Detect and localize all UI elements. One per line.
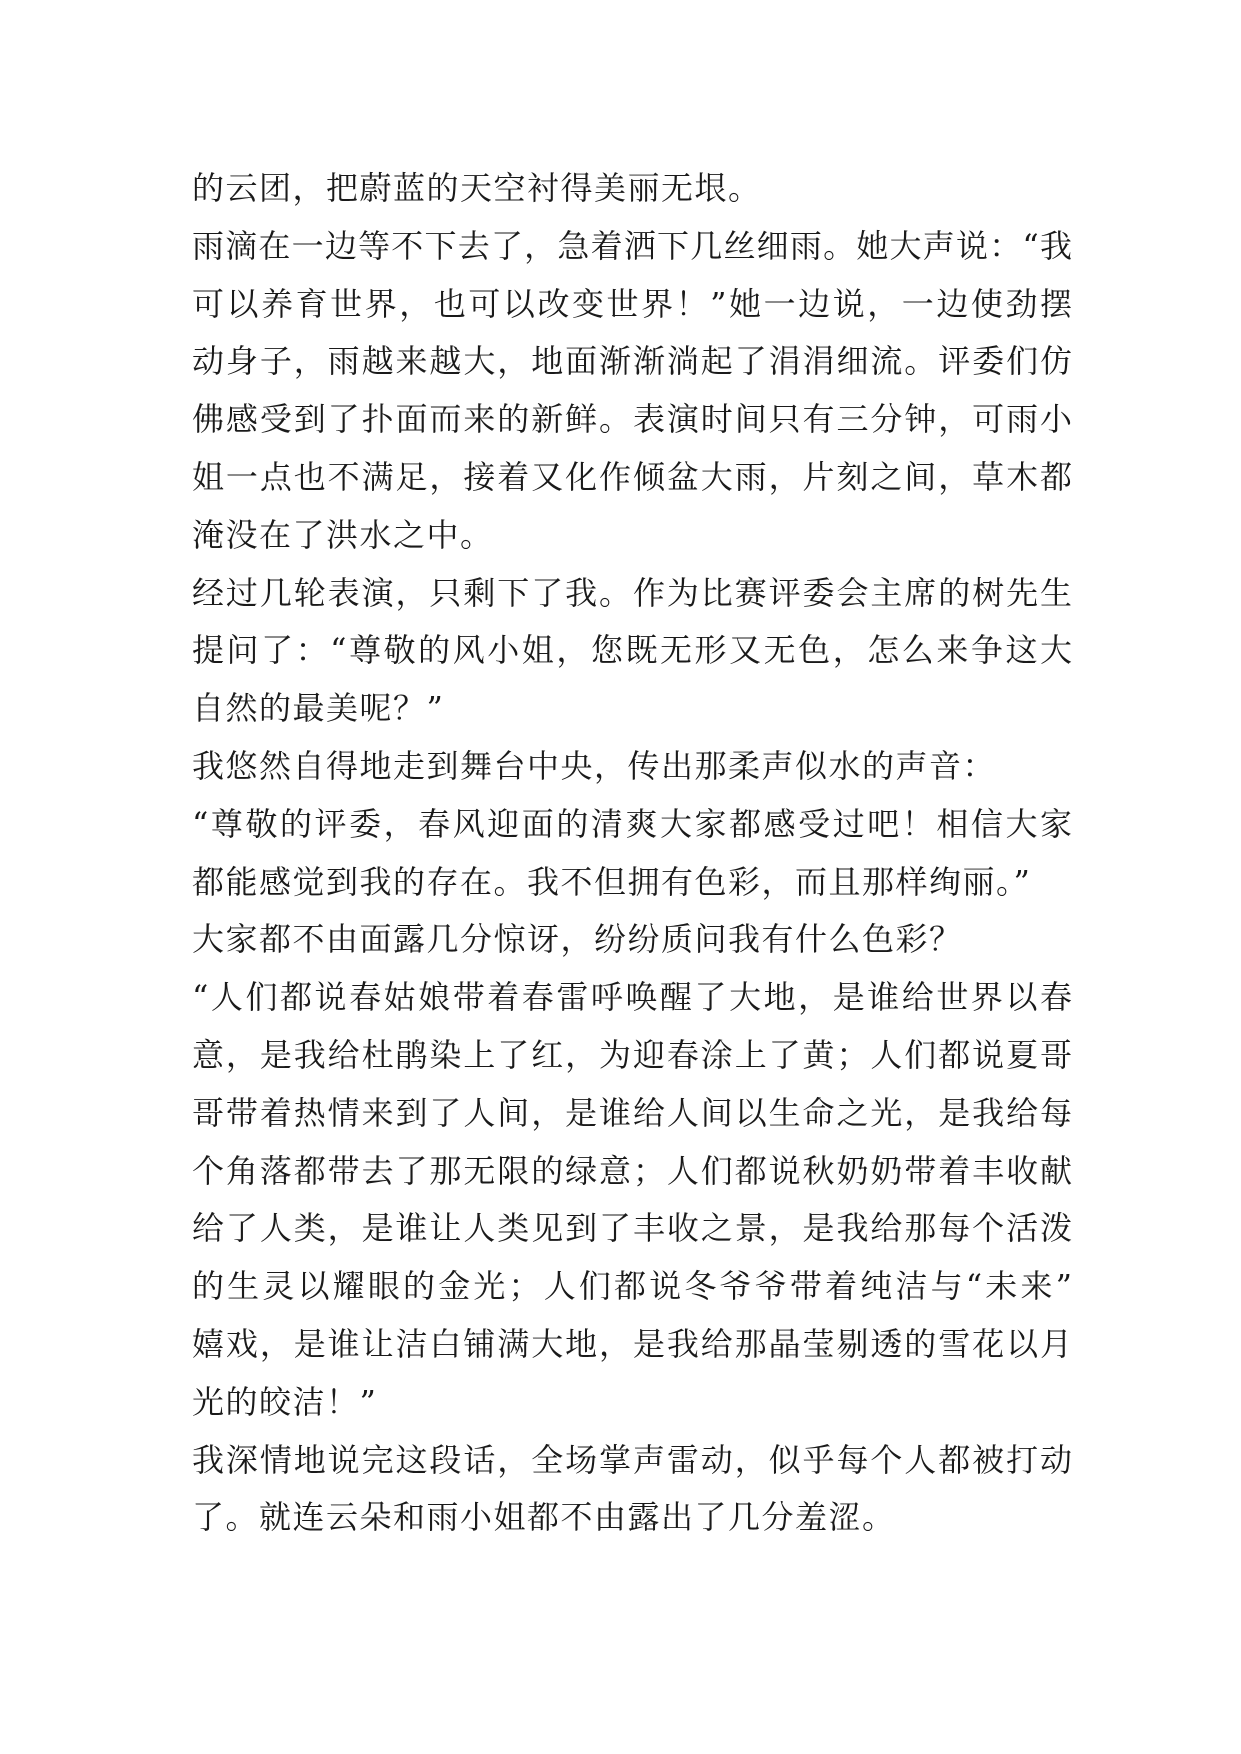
text-line: “人们都说春姑娘带着春雷呼唤醒了大地，是谁给世界以春	[192, 978, 1072, 1017]
text-line: 的生灵以耀眼的金光；人们都说冬爷爷带着纯洁与“未来”	[192, 1267, 1072, 1306]
text-line: 佛感受到了扑面而来的新鲜。表演时间只有三分钟，可雨小	[192, 400, 1072, 439]
text-line: 都能感觉到我的存在。我不但拥有色彩，而且那样绚丽。”	[192, 862, 1032, 901]
text-line: 个角落都带去了那无限的绿意；人们都说秋奶奶带着丰收献	[192, 1151, 1072, 1190]
text-line: 的云团，把蔚蓝的天空衬得美丽无垠。	[192, 169, 762, 207]
text-line: 姐一点也不满足，接着又化作倾盆大雨，片刻之间，草木都	[192, 457, 1072, 496]
text-line: 我悠然自得地走到舞台中央，传出那柔声似水的声音：	[192, 746, 997, 785]
text-line: 了。就连云朵和雨小姐都不由露出了几分羞涩。	[192, 1498, 896, 1537]
text-line: 提问了：“尊敬的风小姐，您既无形又无色，怎么来争这大	[192, 631, 1072, 670]
body-text	[192, 160, 1072, 1547]
text-line: 哥带着热情来到了人间，是谁给人间以生命之光，是我给每	[192, 1093, 1072, 1132]
text-line: “尊敬的评委，春风迎面的清爽大家都感受过吧！相信大家	[192, 804, 1072, 843]
text-line: 光的皎洁！”	[192, 1382, 378, 1421]
text-line: 嬉戏，是谁让洁白铺满大地，是我给那晶莹剔透的雪花以月	[192, 1324, 1072, 1363]
text-line: 淹没在了洪水之中。	[192, 515, 494, 554]
text-line: 我深情地说完这段话，全场掌声雷动，似乎每个人都被打动	[192, 1440, 1072, 1479]
text-line: 意，是我给杜鹃染上了红，为迎春涂上了黄；人们都说夏哥	[192, 1035, 1072, 1074]
text-line: 自然的最美呢？”	[192, 689, 445, 728]
text-line: 动身子，雨越来越大，地面渐渐淌起了涓涓细流。评委们仿	[192, 342, 1072, 381]
text-line: 大家都不由面露几分惊讶，纷纷质问我有什么色彩？	[192, 920, 963, 959]
text-line: 给了人类，是谁让人类见到了丰收之景，是我给那每个活泼	[192, 1209, 1072, 1248]
text-line: 雨滴在一边等不下去了，急着洒下几丝细雨。她大声说：“我	[192, 226, 1072, 265]
text-line: 经过几轮表演，只剩下了我。作为比赛评委会主席的树先生	[192, 573, 1072, 612]
text-line: 可以养育世界，也可以改变世界！”她一边说，一边使劲摆	[192, 284, 1072, 323]
